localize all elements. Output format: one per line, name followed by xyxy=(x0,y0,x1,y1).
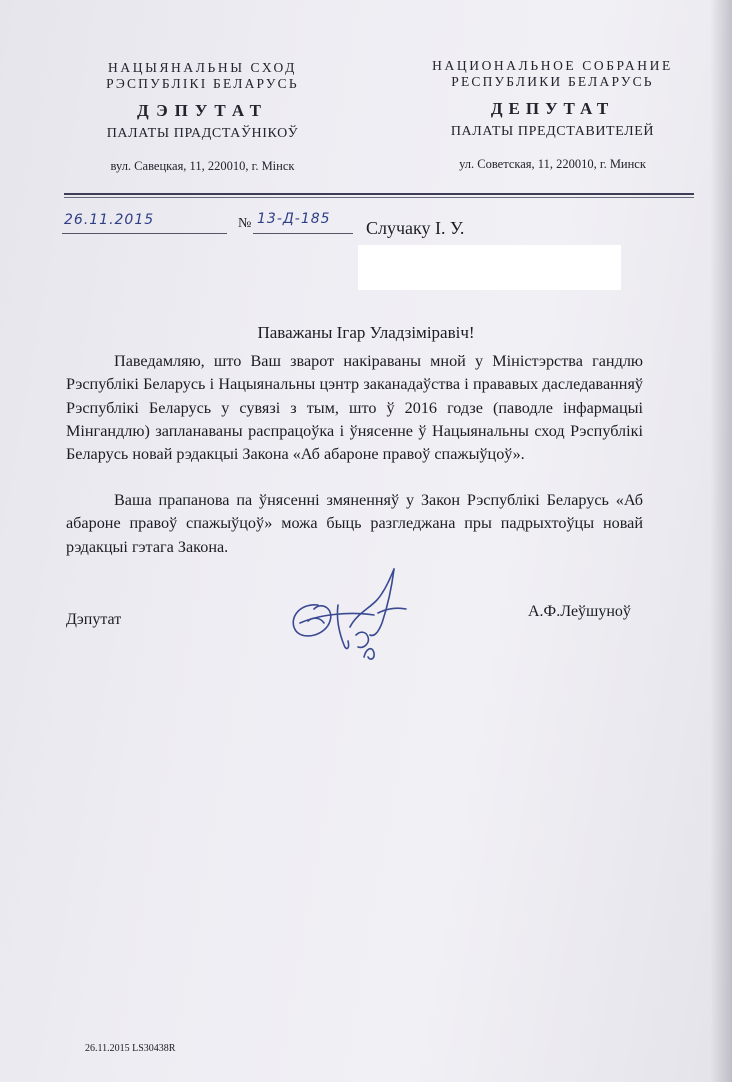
number-underline xyxy=(253,233,353,234)
salutation: Паважаны Ігар Уладзіміравіч! xyxy=(257,323,475,342)
letterhead-line2: РЕСПУБЛИКИ БЕЛАРУСЬ xyxy=(451,74,654,89)
header-divider xyxy=(64,193,694,195)
redacted-address-block xyxy=(358,245,621,290)
letterhead-title: ДЕПУТАТ xyxy=(490,99,615,118)
recipient-name: Случаку І. У. xyxy=(366,218,465,238)
letterhead-title: ДЭПУТАТ xyxy=(137,101,268,120)
handwritten-date: 26.11.2015 xyxy=(64,212,155,228)
handwritten-signature xyxy=(278,565,428,675)
letterhead-russian xyxy=(420,58,685,172)
letterhead-belarusian xyxy=(70,60,335,174)
letterhead-chamber: ПАЛАТЫ ПРЕДСТАВИТЕЛЕЙ xyxy=(450,124,655,139)
body-paragraph-1: Паведамляю, што Ваш зварот накіраваны мной у Міністэрства гандлю Рэспублікі Беларусь і Нацыянальны цэнтр заканадаўства і прававых даследаванняў Рэспублікі Беларусь у сувязі з тым, што ў 2016 годзе (паводле інфармацыі Мінгандлю) запланаваны распрацоўка і ўнясенне ў Нацыянальны сход Рэспублікі Беларусь новай рэдакцыі Закона «Аб абароне правоў спажыўцоў». xyxy=(66,352,643,464)
letterhead-chamber: ПАЛАТЫ ПРАДСТАЎНІКОЎ xyxy=(106,126,299,141)
letterhead-line1: НАЦИОНАЛЬНОЕ СОБРАНИЕ xyxy=(432,58,673,73)
header-divider-thin xyxy=(64,197,694,198)
body-paragraph-2: Ваша прапанова па ўнясенні змяненняў у Закон Рэспублікі Беларусь «Аб абароне правоў спажыўцоў» можа быць разгледжана пры падрыхтоўцы новай рэдакцыі гэтага Закона. xyxy=(66,491,643,556)
signature-role: Дэпутат xyxy=(66,611,122,628)
letterhead-address: вул. Савецкая, 11, 220010, г. Мінск xyxy=(110,159,295,173)
letterhead-line2: РЭСПУБЛІКІ БЕЛАРУСЬ xyxy=(106,76,299,91)
letterhead-address: ул. Советская, 11, 220010, г. Минск xyxy=(459,157,646,171)
signatory-name: А.Ф.Леўшуноў xyxy=(528,603,631,620)
letterhead-line1: НАЦЫЯНАЛЬНЫ СХОД xyxy=(108,60,297,75)
page-shadow xyxy=(710,0,732,1082)
handwritten-number: 13-Д-185 xyxy=(257,211,331,227)
number-label: № xyxy=(238,216,252,231)
date-underline xyxy=(62,233,227,234)
document-code: 26.11.2015 LS30438R xyxy=(85,1043,176,1054)
